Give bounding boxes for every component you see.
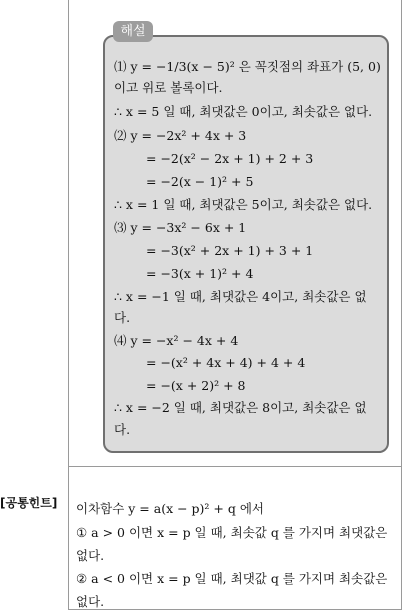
solution-line: = −(x + 2)² + 8 <box>146 378 246 393</box>
solution-line: ⑵ y = −2x² + 4x + 3 <box>114 128 247 143</box>
solution-line: ∴ x = −2 일 때, 최댓값은 8이고, 최솟값은 없 <box>114 400 367 415</box>
solution-line: = −(x² + 4x + 4) + 4 + 4 <box>146 355 306 370</box>
solution-line: ⑷ y = −x² − 4x + 4 <box>114 333 239 348</box>
hint-line: ① a > 0 이면 x = p 일 때, 최솟값 q 를 가지며 최댓값은 <box>76 525 388 540</box>
solution-line: ∴ x = −1 일 때, 최댓값은 4이고, 최솟값은 없 <box>114 289 367 304</box>
solution-line: = −3(x² + 2x + 1) + 3 + 1 <box>146 243 314 258</box>
solution-line: ⑶ y = −3x² − 6x + 1 <box>114 220 247 235</box>
hint-label: [공통힌트] <box>0 496 58 510</box>
solution-line: = −2(x − 1)² + 5 <box>146 174 254 189</box>
section-divider <box>68 466 402 467</box>
solution-line: ∴ x = 5 일 때, 최댓값은 0이고, 최솟값은 없다. <box>114 104 373 119</box>
solution-line: = −2(x² − 2x + 1) + 2 + 3 <box>146 151 314 166</box>
hint-line: 이차함수 y = a(x − p)² + q 에서 <box>76 501 264 516</box>
solution-line: 다. <box>114 422 131 437</box>
solution-line: 이고 위로 볼록이다. <box>114 80 223 95</box>
solution-line: ∴ x = 1 일 때, 최댓값은 5이고, 최솟값은 없다. <box>114 197 373 212</box>
solution-line: 다. <box>114 310 131 325</box>
hint-line: 없다. <box>76 548 105 563</box>
solution-line: ⑴ y = −1/3(x − 5)² 은 꼭짓점의 좌표가 (5, 0) <box>114 59 381 74</box>
solution-line: = −3(x + 1)² + 4 <box>146 266 254 281</box>
hint-line: ② a < 0 이면 x = p 일 때, 최댓값 q 를 가지며 최솟값은 <box>76 571 388 586</box>
hint-line: 없다. <box>76 594 105 609</box>
solution-tag: 해설 <box>113 21 153 42</box>
